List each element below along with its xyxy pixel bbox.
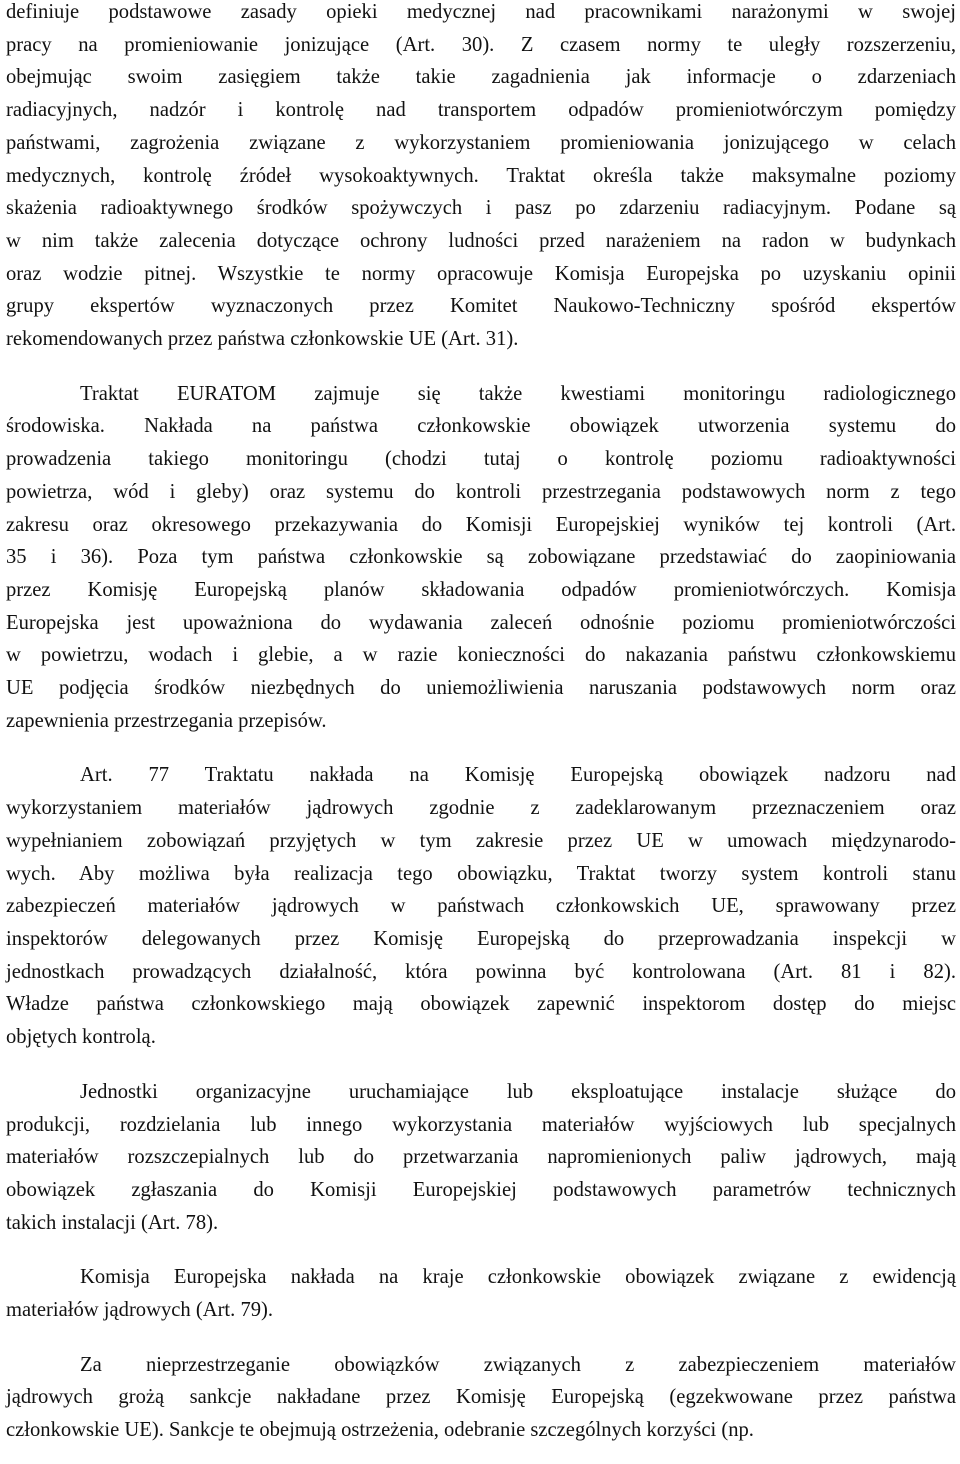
- text-line: jednostkach prowadzących działalność, która powinna być kontrolowana (Art. 81 i 82).: [6, 960, 956, 983]
- text-line: państwami, zagrożenia związane z wykorzystaniem promieniowania jonizującego w celach: [6, 131, 956, 154]
- text-line: Komisja Europejska nakłada na kraje członkowskie obowiązek związane z ewidencją: [80, 1266, 956, 1289]
- text-line: medycznych, kontrolę źródeł wysokoaktywnych. Traktat określa także maksymalne poziomy: [6, 164, 956, 187]
- text-line: członkowskie UE). Sankcje te obejmują ostrzeżenia, odebranie szczególnych korzyści (np.: [6, 1419, 754, 1442]
- text-line: środowiska. Nakłada na państwa członkowskie obowiązek utworzenia systemu do: [6, 415, 956, 438]
- text-line: wypełnianiem zobowiązań przyjętych w tym zakresie przez UE w umowach międzynarodo-: [6, 829, 956, 852]
- text-line: obejmując swoim zasięgiem także takie zagadnienia jak informacje o zdarzeniach: [6, 66, 956, 89]
- text-line: zakresu oraz okresowego przekazywania do Komisji Europejskiej wyników tej kontroli (Art.: [6, 513, 956, 536]
- text-line: takich instalacji (Art. 78).: [6, 1211, 219, 1234]
- text-line: 35 i 36). Poza tym państwa członkowskie są zobowiązane przedstawiać do zaopiniowania: [6, 546, 956, 569]
- text-line: Jednostki organizacyjne uruchamiające lub eksploatujące instalacje służące do: [80, 1080, 956, 1103]
- paragraph: [6, 1076, 956, 1240]
- text-line: inspektorów delegowanych przez Komisję Europejską do przeprowadzania inspekcji w: [6, 927, 956, 950]
- text-line: w nim także zalecenia dotyczące ochrony ludności przed narażeniem na radon w budynkach: [6, 229, 956, 252]
- text-line: jądrowych grożą sankcje nakładane przez Komisję Europejską (egzekwowane przez państwa: [6, 1386, 956, 1409]
- text-line: UE podjęcia środków niezbędnych do uniemożliwienia naruszania podstawowych norm oraz: [6, 677, 956, 700]
- text-line: objętych kontrolą.: [6, 1026, 156, 1049]
- paragraph: [6, 0, 956, 356]
- text-line: Za nieprzestrzeganie obowiązków związanych z zabezpieczeniem materiałów: [80, 1353, 956, 1376]
- text-line: zabezpieczeń materiałów jądrowych w państwach członkowskich UE, sprawowany przez: [6, 895, 956, 918]
- document-body: [6, 0, 956, 1447]
- text-line: powietrza, wód i gleby) oraz systemu do kontroli przestrzegania podstawowych norm z tego: [6, 480, 956, 503]
- text-line: zapewnienia przestrzegania przepisów.: [6, 709, 327, 732]
- text-line: definiuje podstawowe zasady opieki medycznej nad pracownikami narażonymi w swojej: [6, 1, 956, 23]
- text-line: materiałów rozszczepialnych lub do przetwarzania napromienionych paliw jądrowych, mają: [6, 1146, 956, 1169]
- text-line: prowadzenia takiego monitoringu (chodzi tutaj o kontrolę poziomu radioaktywności: [6, 448, 956, 471]
- text-line: obowiązek zgłaszania do Komisji Europejskiej podstawowych parametrów technicznych: [6, 1178, 956, 1201]
- text-line: Traktat EURATOM zajmuje się także kwestiami monitoringu radiologicznego: [80, 382, 956, 405]
- text-line: radiacyjnych, nadzór i kontrolę nad transportem odpadów promieniotwórczym pomiędzy: [6, 99, 956, 122]
- paragraph: [6, 378, 956, 738]
- text-line: produkcji, rozdzielania lub innego wykorzystania materiałów wyjściowych lub specjalnych: [6, 1113, 956, 1136]
- text-line: oraz wodzie pitnej. Wszystkie te normy opracowuje Komisja Europejska po uzyskaniu opinii: [6, 262, 956, 285]
- text-line: skażenia radioaktywnego środków spożywczych i pasz po zdarzeniu radiacyjnym. Podane są: [6, 197, 956, 220]
- text-line: Europejska jest upoważniona do wydawania zaleceń odnośnie poziomu promieniotwórczości: [6, 611, 956, 634]
- text-line: materiałów jądrowych (Art. 79).: [6, 1299, 274, 1322]
- text-line: grupy ekspertów wyznaczonych przez Komitet Naukowo-Techniczny spośród ekspertów: [6, 295, 956, 318]
- text-line: pracy na promieniowanie jonizujące (Art. 30). Z czasem normy te uległy rozszerzeniu,: [6, 33, 956, 56]
- text-line: Art. 77 Traktatu nakłada na Komisję Europejską obowiązek nadzoru nad: [80, 764, 956, 787]
- text-line: wykorzystaniem materiałów jądrowych zgodnie z zadeklarowanym przeznaczeniem oraz: [6, 797, 956, 820]
- paragraph: [6, 1349, 956, 1447]
- paragraph: [6, 1261, 956, 1326]
- text-line: przez Komisję Europejską planów składowania odpadów promieniotwórczych. Komisja: [6, 578, 956, 601]
- text-line: Władze państwa członkowskiego mają obowiązek zapewnić inspektorom dostęp do miejsc: [6, 993, 956, 1016]
- text-line: w powietrzu, wodach i glebie, a w razie konieczności do nakazania państwu członkowskiemu: [6, 644, 956, 667]
- text-line: rekomendowanych przez państwa członkowskie UE (Art. 31).: [6, 328, 519, 351]
- paragraph: [6, 759, 956, 1053]
- text-line: wych. Aby możliwa była realizacja tego obowiązku, Traktat tworzy system kontroli stanu: [6, 862, 956, 885]
